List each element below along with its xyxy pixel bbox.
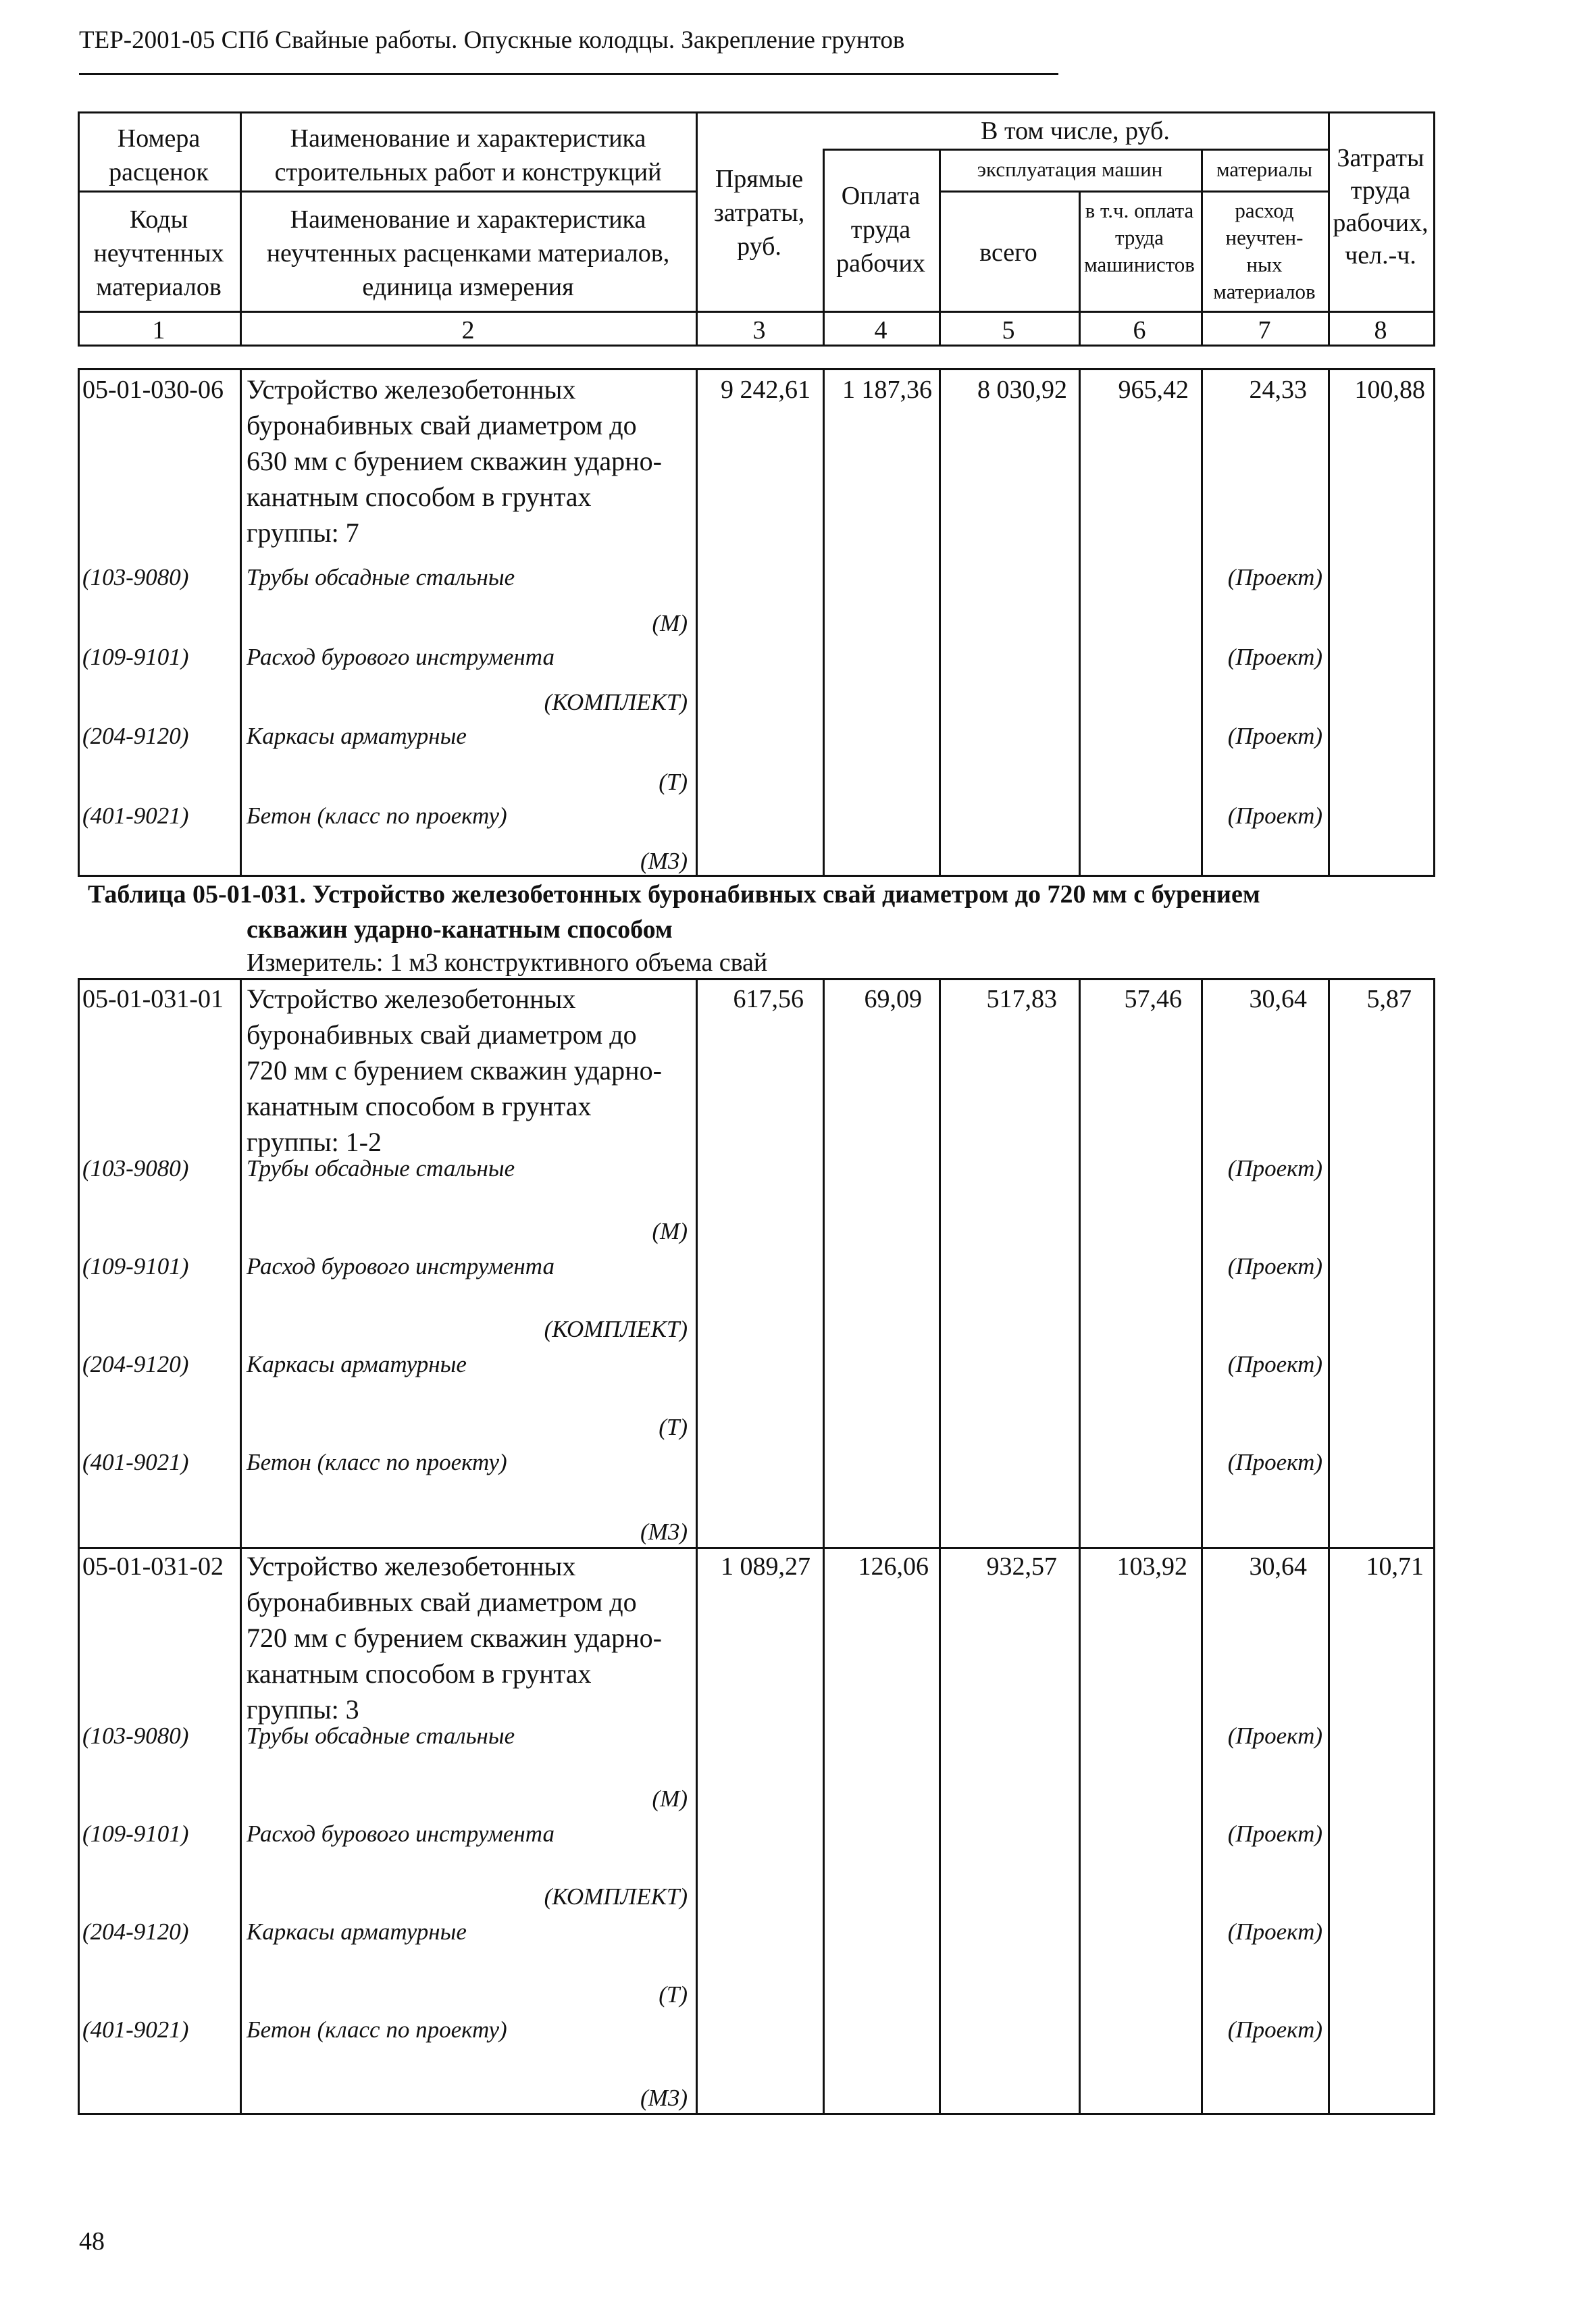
operator-labor-cost: 57,46 [1124,985,1182,1013]
material-name: Бетон (класс по проекту) [247,1449,507,1475]
material-quantity: (Проект) [1227,2016,1322,2043]
material-code: (401-9021) [82,1449,189,1475]
group-label: В том числе, руб. [981,117,1170,145]
material-unit: (М3) [640,848,688,874]
material-code: (204-9120) [82,723,189,749]
material-unit: (М) [652,610,688,636]
direct-cost: 9 242,61 [721,376,810,404]
page-number: 48 [79,2227,105,2256]
material-unit: (Т) [659,1981,688,2008]
labor-cost: 1 187,36 [842,376,932,404]
material-quantity: (Проект) [1227,1449,1322,1475]
material-quantity: (Проект) [1227,1918,1322,1945]
direct-cost: 617,56 [733,985,804,1013]
material-cost: 24,33 [1249,376,1307,404]
material-code: (204-9120) [82,1918,189,1945]
material-code: (103-9080) [82,1155,189,1181]
material-unit: (КОМПЛЕКТ) [544,1883,688,1910]
direct-cost: 1 089,27 [721,1552,810,1581]
col7-label: расход неучтен-ных материалов [1213,199,1316,303]
labor-cost: 69,09 [864,985,922,1013]
col2-bottom-label: Наименование и характеристика неучтенных расценками материалов, единица измерения [266,205,670,301]
rate-code: 05-01-031-02 [82,1552,224,1581]
material-unit: (М3) [640,2085,688,2111]
material-cost: 30,64 [1249,1552,1307,1581]
rate-description: Устройство железобетонных буронабивных свай диаметром до 720 мм с бурением скважин ударно- канатным способом в грунтах группы: 3 [247,1551,662,1725]
col8-label: Затраты труда рабочих, чел.-ч. [1333,144,1428,270]
table-title-continued: скважин ударно-канатным способом [247,915,673,944]
col4-label: Оплата труда рабочих [836,182,925,278]
running-header: ТЕР-2001-05 СПб Свайные работы. Опускные колодцы. Закрепление грунтов [79,26,905,54]
material-code: (103-9080) [82,1723,189,1749]
col5-label: всего [979,238,1037,267]
machine-cost: 517,83 [986,985,1057,1013]
rate-description: Устройство железобетонных буронабивных свай диаметром до 630 мм с бурением скважин ударно- канатным способом в грунтах группы: 7 [247,374,662,548]
material-unit: (М) [652,1785,688,1812]
labor-hours: 100,88 [1354,376,1425,404]
rate-code: 05-01-030-06 [82,376,224,404]
column-number: 8 [1374,316,1387,345]
labor-hours: 10,71 [1366,1552,1424,1581]
material-code: (401-9021) [82,803,189,829]
materials-group-label: материалы [1216,157,1313,181]
column-number: 1 [152,316,165,345]
material-unit: (М3) [640,1519,688,1545]
material-code: (401-9021) [82,2016,189,2043]
material-code: (109-9101) [82,644,189,670]
material-name: Бетон (класс по проекту) [247,2016,507,2043]
material-quantity: (Проект) [1227,1351,1322,1377]
material-unit: (КОМПЛЕКТ) [544,1316,688,1342]
col3-label: Прямые затраты, руб. [713,165,805,261]
header-rule [79,73,1058,75]
col1-top-label: Номера расценок [109,124,209,186]
rate-code: 05-01-031-01 [82,985,224,1013]
material-unit: (Т) [659,769,688,795]
operator-labor-cost: 965,42 [1118,376,1189,404]
material-name: Каркасы арматурные [247,1918,467,1945]
material-quantity: (Проект) [1227,1723,1322,1749]
machines-label: эксплуатация машин [977,157,1163,181]
material-quantity: (Проект) [1227,1155,1322,1181]
table-meter: Измеритель: 1 м3 конструктивного объема свай [247,948,768,977]
material-code: (109-9101) [82,1821,189,1847]
material-code: (109-9101) [82,1253,189,1279]
material-cost: 30,64 [1249,985,1307,1013]
labor-cost: 126,06 [858,1552,929,1581]
material-name: Расход бурового инструмента [247,1253,555,1279]
column-number: 7 [1258,316,1271,345]
material-quantity: (Проект) [1227,564,1322,590]
material-name: Трубы обсадные стальные [247,1723,515,1749]
material-quantity: (Проект) [1227,1821,1322,1847]
column-number: 2 [461,316,475,345]
material-name: Каркасы арматурные [247,1351,467,1377]
column-number: 4 [874,316,887,345]
material-name: Бетон (класс по проекту) [247,803,507,829]
material-unit: (Т) [659,1414,688,1440]
material-code: (204-9120) [82,1351,189,1377]
rate-description: Устройство железобетонных буронабивных свай диаметром до 720 мм с бурением скважин ударно- канатным способом в грунтах группы: 1-2 [247,984,662,1157]
column-number: 3 [752,316,766,345]
column-number: 5 [1002,316,1015,345]
material-quantity: (Проект) [1227,803,1322,829]
material-quantity: (Проект) [1227,1253,1322,1279]
material-unit: (КОМПЛЕКТ) [544,689,688,715]
machine-cost: 932,57 [986,1552,1057,1581]
material-name: Расход бурового инструмента [247,644,555,670]
table-title: Таблица 05-01-031. Устройство железобетонных буронабивных свай диаметром до 720 мм с бурением [88,880,1260,909]
material-name: Трубы обсадные стальные [247,564,515,590]
material-code: (103-9080) [82,564,189,590]
material-name: Расход бурового инструмента [247,1821,555,1847]
col2-top-label: Наименование и характеристика строительных работ и конструкций [274,124,662,186]
operator-labor-cost: 103,92 [1116,1552,1187,1581]
material-name: Трубы обсадные стальные [247,1155,515,1181]
material-quantity: (Проект) [1227,723,1322,749]
material-name: Каркасы арматурные [247,723,467,749]
material-quantity: (Проект) [1227,644,1322,670]
material-unit: (М) [652,1218,688,1244]
col1-bottom-label: Коды неучтенных материалов [93,205,224,301]
column-number: 6 [1133,316,1146,345]
machine-cost: 8 030,92 [977,376,1067,404]
labor-hours: 5,87 [1366,985,1412,1013]
col6-label: в т.ч. оплата труда машинистов [1084,199,1195,276]
